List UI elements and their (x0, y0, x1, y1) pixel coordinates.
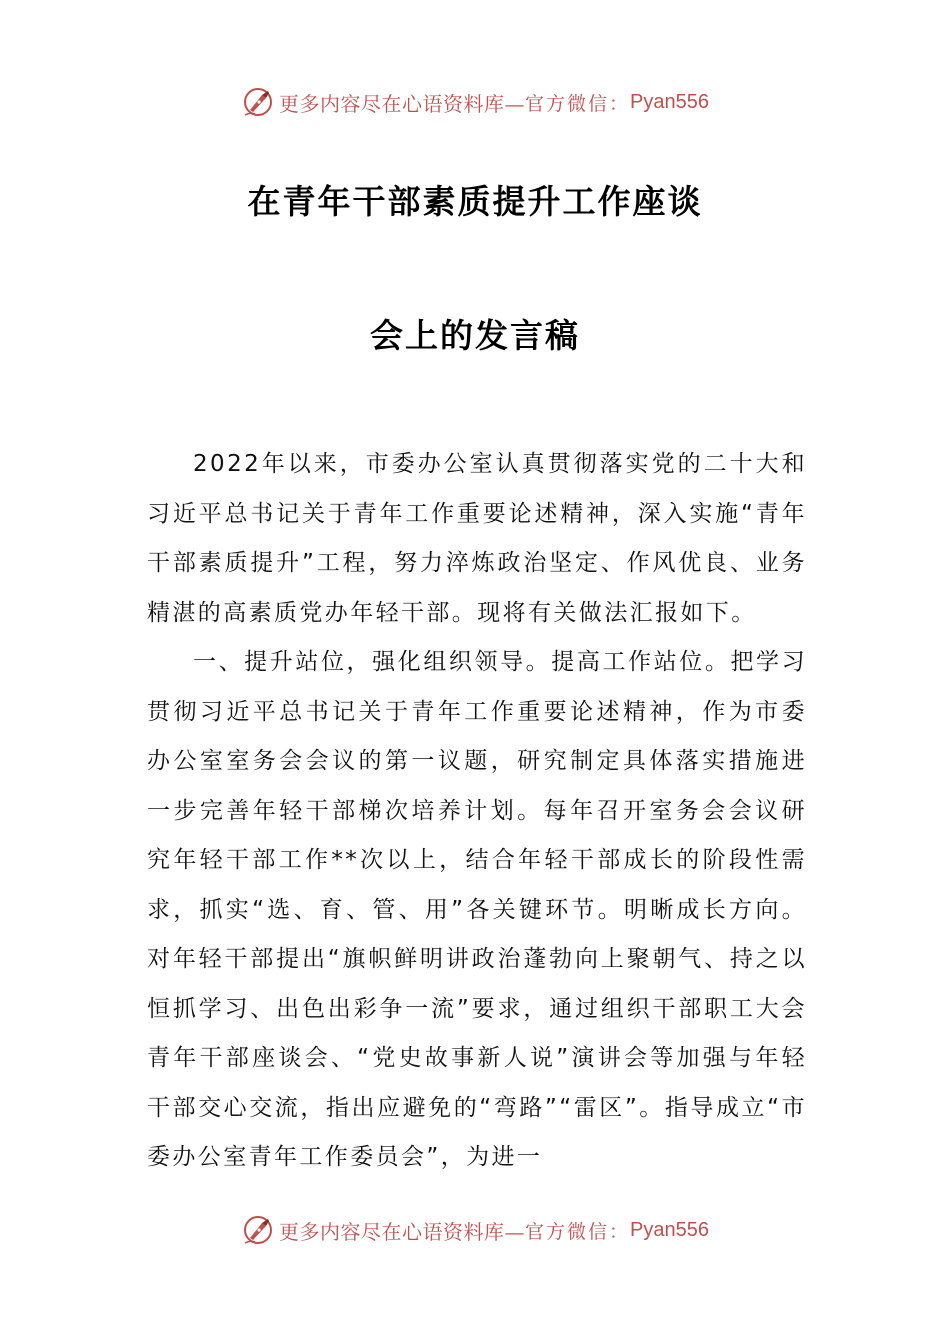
pen-nib-logo-icon (241, 1213, 275, 1247)
watermark-wechat-label: 官方微信： (525, 1220, 631, 1243)
body-paragraph-2: 一、提升站位，强化组织领导。提高工作站位。把学习贯彻习近平总书记关于青年工作重要论述精神，作为市委办公室室务会会议的第一议题，研究制定具体落实措施进一步完善年轻干部梯次培养计划。每年召开室务会会议研究年轻干部工作**次以上，结合年轻干部成长的阶段性需求，抓实“选、育、管、用”各关键环节。明晰成长方向。对年轻干部提出“旗帜鲜明讲政治蓬勃向上聚朝气、持之以恒抓学习、出色出彩争一流”要求，通过组织干部职工大会青年干部座谈会、“党史故事新人说”演讲会等加强与年轻干部交心交流，指出应避免的“弯路”“雷区”。指导成立“市委办公室青年工作委员会”，为进一 (147, 649, 807, 1170)
watermark-text: 更多内容尽在心语资料库— (279, 1219, 525, 1244)
watermark-text: 更多内容尽在心语资料库— (279, 91, 525, 116)
header-watermark-banner (0, 82, 950, 122)
document-title-line-1: 在青年干部素质提升工作座谈 (247, 182, 703, 221)
pen-nib-logo-icon (241, 85, 275, 119)
watermark-wechat-label: 官方微信： (525, 92, 631, 115)
document-body (147, 440, 807, 1183)
document-title-line-2: 会上的发言稿 (370, 316, 580, 355)
footer-watermark-banner (0, 1210, 950, 1250)
watermark-wechat-id: Pyan556 (630, 90, 709, 113)
watermark-wechat-id: Pyan556 (630, 1218, 709, 1241)
body-paragraph-1: 2022年以来，市委办公室认真贯彻落实党的二十大和习近平总书记关于青年工作重要论述精神，深入实施“青年干部素质提升”工程，努力淬炼政治坚定、作风优良、业务精湛的高素质党办年轻干部。现将有关做法汇报如下。 (147, 451, 807, 626)
